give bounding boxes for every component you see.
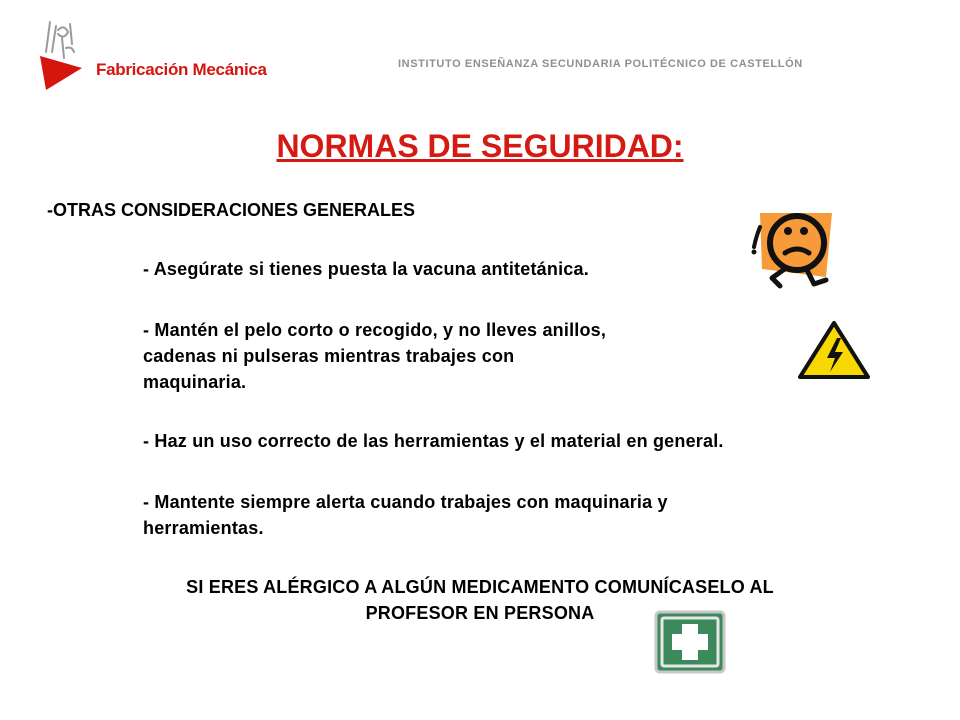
section-heading: -OTRAS CONSIDERACIONES GENERALES bbox=[47, 200, 416, 220]
institute-name: INSTITUTO ENSEÑANZA SECUNDARIA POLITÉCNICO DE CASTELLÓN bbox=[398, 58, 803, 70]
rule-hair-line1: - Mantén el pelo corto o recogido, y no lleves anillos, bbox=[143, 320, 607, 340]
allergy-notice-line2: PROFESOR EN PERSONA bbox=[365, 603, 595, 623]
allergy-notice bbox=[0, 574, 960, 626]
logo-graphic bbox=[36, 18, 256, 98]
rule-hair-line2: cadenas ni pulseras mientras trabajes con bbox=[143, 346, 515, 366]
page-title-colon: : bbox=[672, 128, 684, 164]
first-aid-icon bbox=[654, 610, 726, 679]
rule-tools: - Haz un uso correcto de las herramientas y el material en general. bbox=[143, 431, 724, 451]
page-title bbox=[0, 128, 960, 165]
rule-alert-line1: - Mantente siempre alerta cuando trabajes con maquinaria y bbox=[143, 492, 668, 512]
rule-alert-line2: herramientas. bbox=[143, 518, 264, 538]
rule-vaccine: - Asegúrate si tienes puesta la vacuna antitetánica. bbox=[143, 259, 589, 279]
fabricacion-mecanica-logo bbox=[36, 18, 267, 98]
allergy-notice-line1: SI ERES ALÉRGICO A ALGÚN MEDICAMENTO COMUNÍCASELO AL bbox=[186, 577, 774, 597]
logo-text: Fabricación Mecánica bbox=[96, 60, 267, 79]
page-title-text: NORMAS DE SEGURIDAD bbox=[276, 128, 673, 164]
electrical-hazard-icon bbox=[797, 320, 871, 385]
rule-hair-line3: maquinaria. bbox=[143, 372, 247, 392]
worried-face-icon bbox=[740, 205, 840, 300]
